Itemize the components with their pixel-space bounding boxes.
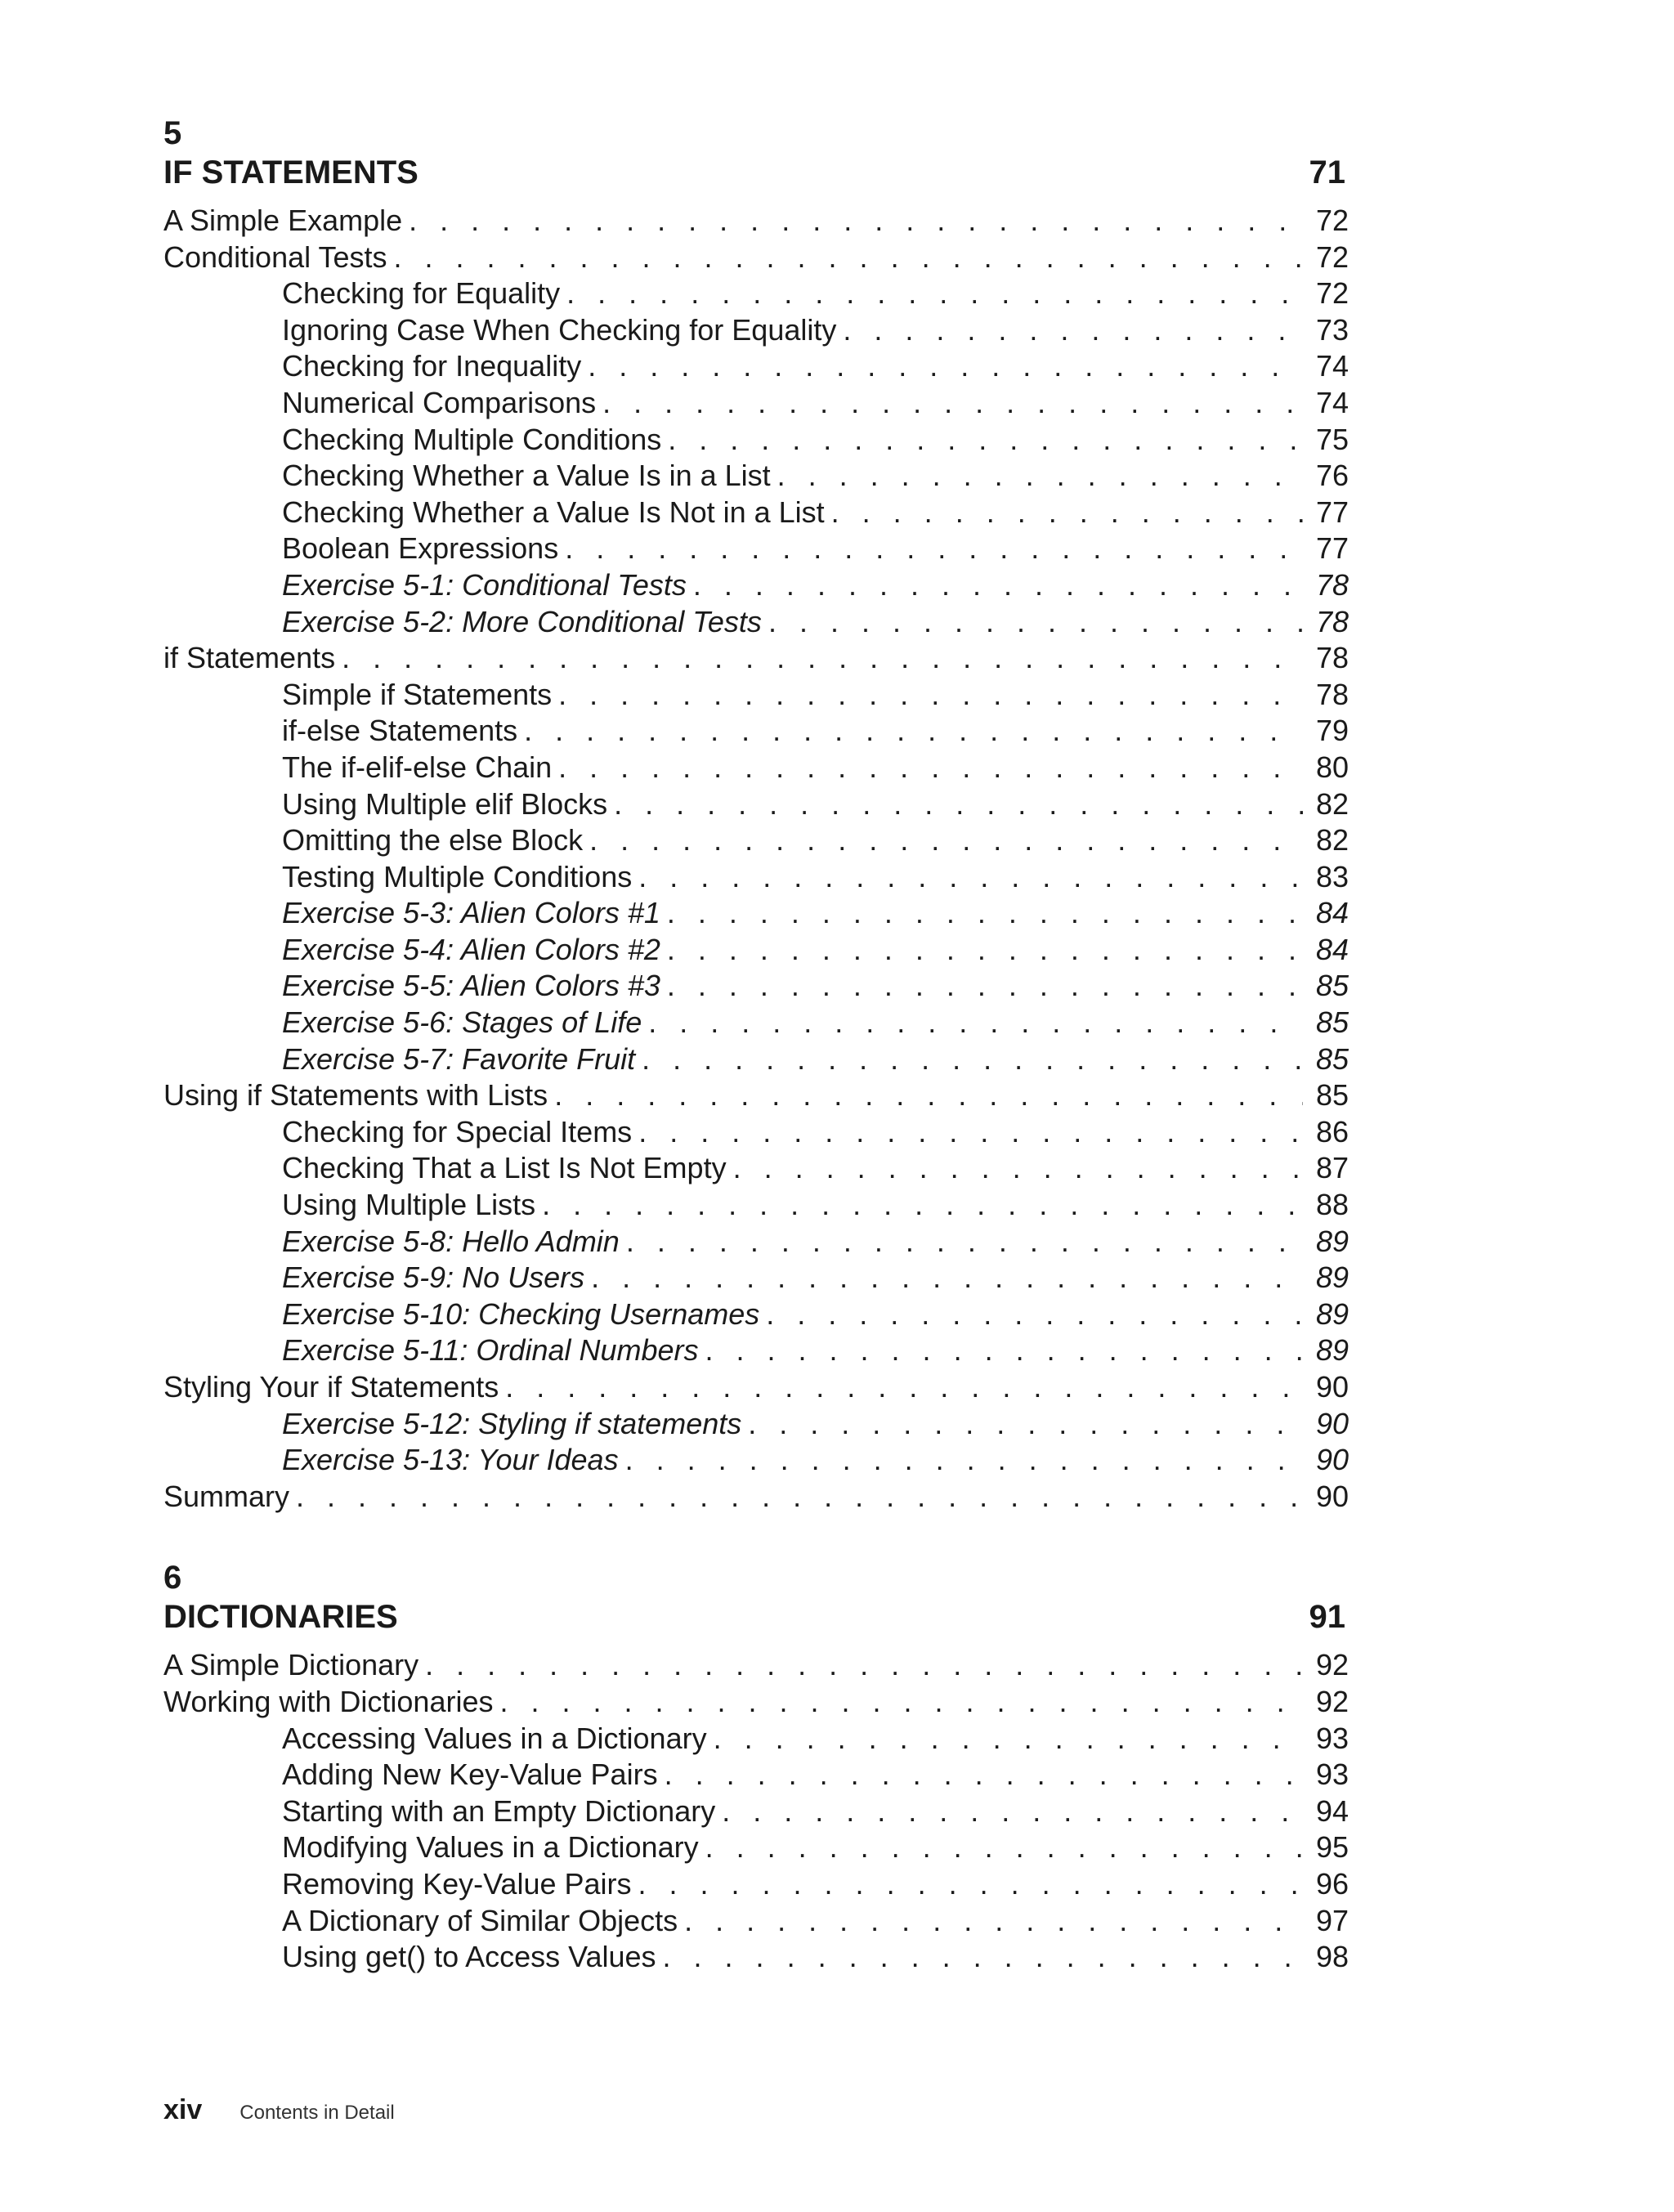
toc-entry: [163, 422, 1349, 459]
dot-leader: [588, 348, 1303, 385]
toc-entry-page: 79: [1315, 714, 1349, 748]
chapter-5: [163, 114, 1349, 1515]
dot-leader: [296, 1479, 1303, 1516]
toc-entry-title: Numerical Comparisons: [282, 385, 597, 419]
dot-leader: [665, 1757, 1303, 1793]
toc-entry-page: 93: [1315, 1721, 1349, 1755]
dot-leader: [499, 1684, 1303, 1721]
dot-leader: [638, 1866, 1303, 1903]
toc-entry-title: Simple if Statements: [282, 677, 553, 711]
chapter-number: 6: [163, 1560, 182, 1596]
chapter-number: 5: [163, 115, 182, 151]
toc-entry-page: 78: [1315, 641, 1349, 675]
dot-leader: [565, 531, 1303, 567]
toc-entry: [163, 1903, 1349, 1940]
dot-leader: [843, 312, 1303, 349]
dot-leader: [554, 1077, 1303, 1114]
dot-leader: [693, 567, 1303, 604]
toc-entry: [163, 1757, 1349, 1793]
toc-entry: [163, 1296, 1349, 1333]
toc-entry-page: 94: [1315, 1793, 1349, 1828]
toc-entry-page: 96: [1315, 1866, 1349, 1901]
dot-leader: [831, 495, 1303, 531]
toc-entry-page: 86: [1315, 1114, 1349, 1149]
toc-entry-page: 72: [1315, 240, 1349, 274]
toc-entry-title: Checking That a List Is Not Empty: [282, 1151, 727, 1185]
dot-leader: [542, 1187, 1303, 1224]
toc-entry-title: Checking for Inequality: [282, 349, 582, 383]
toc-entry: [163, 604, 1349, 641]
table-of-contents: [163, 114, 1349, 2020]
toc-entry-page: 74: [1315, 349, 1349, 383]
dot-leader: [425, 1647, 1303, 1684]
toc-entry-page: 98: [1315, 1940, 1349, 1974]
toc-entry-page: 90: [1315, 1443, 1349, 1477]
toc-entry-page: 84: [1315, 896, 1349, 930]
toc-entry-page: 83: [1315, 859, 1349, 893]
toc-entry: [163, 385, 1349, 422]
toc-entry: [163, 1332, 1349, 1369]
toc-entry-page: 78: [1315, 677, 1349, 711]
toc-entry-page: 75: [1315, 422, 1349, 456]
toc-entry-page: 80: [1315, 750, 1349, 784]
dot-leader: [566, 275, 1303, 312]
toc-entry-title: Exercise 5-10: Checking Usernames: [282, 1296, 760, 1331]
toc-entry-page: 92: [1315, 1684, 1349, 1718]
toc-entry-page: 72: [1315, 276, 1349, 311]
toc-entry: [163, 822, 1349, 859]
dot-leader: [591, 1260, 1303, 1296]
toc-entry-title: Conditional Tests: [163, 240, 387, 274]
toc-entry-page: 84: [1315, 932, 1349, 966]
toc-entry: [163, 1721, 1349, 1758]
toc-entry-page: 90: [1315, 1370, 1349, 1404]
page-footer: [163, 2094, 395, 2126]
toc-entry-title: Exercise 5-2: More Conditional Tests: [282, 604, 762, 638]
chapter-heading: [163, 1596, 1349, 1637]
toc-entry-page: 85: [1315, 1078, 1349, 1113]
dot-leader: [663, 1939, 1303, 1976]
toc-entry-page: 82: [1315, 786, 1349, 821]
dot-leader: [768, 604, 1303, 641]
toc-entry: [163, 1041, 1349, 1078]
toc-entry: [163, 531, 1349, 567]
toc-entry: [163, 567, 1349, 604]
toc-entry: [163, 1187, 1349, 1224]
toc-entry: [163, 495, 1349, 531]
chapter-entries: [163, 1647, 1349, 1975]
toc-entry: [163, 348, 1349, 385]
toc-entry-title: Exercise 5-7: Favorite Fruit: [282, 1041, 636, 1076]
dot-leader: [714, 1721, 1303, 1758]
toc-entry-title: Checking Whether a Value Is Not in a List: [282, 495, 825, 529]
dot-leader: [558, 750, 1303, 786]
toc-entry: [163, 895, 1349, 932]
toc-entry-title: Modifying Values in a Dictionary: [282, 1830, 699, 1865]
dot-leader: [667, 895, 1303, 932]
toc-entry-title: Working with Dictionaries: [163, 1684, 494, 1718]
toc-entry: [163, 1005, 1349, 1041]
dot-leader: [722, 1793, 1303, 1830]
chapter-heading: [163, 152, 1349, 193]
dot-leader: [777, 458, 1303, 495]
toc-entry: [163, 932, 1349, 969]
folio: xiv: [163, 2094, 203, 2125]
toc-entry-title: Exercise 5-13: Your Ideas: [282, 1443, 619, 1477]
toc-entry: [163, 713, 1349, 750]
toc-entry-title: if-else Statements: [282, 714, 518, 748]
dot-leader: [505, 1369, 1303, 1406]
dot-leader: [394, 240, 1304, 276]
toc-entry: [163, 1647, 1349, 1684]
toc-entry-title: Omitting the else Block: [282, 823, 584, 857]
chapter-6: [163, 1559, 1349, 1975]
toc-entry: [163, 968, 1349, 1005]
toc-entry: [163, 786, 1349, 823]
toc-entry-title: A Simple Example: [163, 204, 403, 237]
dot-leader: [625, 1442, 1303, 1479]
dot-leader: [342, 640, 1303, 677]
toc-entry: [163, 859, 1349, 896]
toc-entry-page: 77: [1315, 531, 1349, 566]
toc-entry: [163, 1224, 1349, 1260]
toc-entry: [163, 1406, 1349, 1443]
dot-leader: [558, 677, 1303, 714]
toc-entry-title: A Simple Dictionary: [163, 1648, 419, 1682]
toc-entry-page: 95: [1315, 1830, 1349, 1865]
dot-leader: [648, 1005, 1303, 1041]
toc-entry-page: 78: [1315, 604, 1349, 638]
dot-leader: [667, 968, 1303, 1005]
dot-leader: [733, 1150, 1303, 1187]
chapter-page-number: 71: [1309, 154, 1345, 190]
toc-entry-page: 76: [1315, 459, 1349, 493]
dot-leader: [602, 385, 1303, 422]
dot-leader: [626, 1224, 1303, 1260]
toc-entry-title: Summary: [163, 1479, 290, 1513]
toc-entry-title: Using Multiple Lists: [282, 1188, 536, 1222]
toc-entry-page: 90: [1315, 1479, 1349, 1513]
toc-entry-title: Exercise 5-5: Alien Colors #3: [282, 969, 660, 1003]
toc-entry-page: 85: [1315, 1041, 1349, 1076]
toc-entry: [163, 1479, 1349, 1516]
toc-entry-page: 89: [1315, 1296, 1349, 1331]
toc-entry-page: 90: [1315, 1406, 1349, 1440]
toc-entry: [163, 1866, 1349, 1903]
dot-leader: [638, 859, 1303, 896]
toc-entry: [163, 1793, 1349, 1830]
dot-leader: [705, 1332, 1303, 1369]
toc-entry-title: Using if Statements with Lists: [163, 1078, 548, 1113]
chapter-page-number: 91: [1309, 1599, 1345, 1636]
dot-leader: [589, 822, 1303, 859]
toc-entry-page: 97: [1315, 1903, 1349, 1937]
toc-entry-title: if Statements: [163, 641, 336, 675]
dot-leader: [409, 203, 1303, 240]
toc-entry-page: 85: [1315, 969, 1349, 1003]
chapter-title: DICTIONARIES: [163, 1599, 398, 1636]
toc-entry: [163, 677, 1349, 714]
toc-entry: [163, 458, 1349, 495]
toc-entry-title: Checking for Special Items: [282, 1114, 633, 1149]
toc-entry-title: A Dictionary of Similar Objects: [282, 1903, 678, 1937]
dot-leader: [642, 1041, 1303, 1078]
toc-entry-page: 89: [1315, 1333, 1349, 1368]
dot-leader: [638, 1114, 1303, 1151]
running-head: Contents in Detail: [239, 2102, 395, 2124]
toc-entry-title: Exercise 5-1: Conditional Tests: [282, 567, 687, 602]
toc-entry-page: 92: [1315, 1648, 1349, 1682]
toc-entry-title: Removing Key-Value Pairs: [282, 1866, 632, 1901]
dot-leader: [667, 932, 1303, 969]
toc-entry-title: Exercise 5-8: Hello Admin: [282, 1224, 620, 1258]
toc-entry-page: 89: [1315, 1224, 1349, 1258]
toc-entry-page: 77: [1315, 495, 1349, 529]
toc-entry: [163, 203, 1349, 240]
dot-leader: [766, 1296, 1303, 1333]
chapter-title: IF STATEMENTS: [163, 154, 418, 190]
dot-leader: [668, 422, 1303, 459]
toc-entry-title: Using get() to Access Values: [282, 1940, 656, 1974]
toc-entry-page: 72: [1315, 204, 1349, 237]
toc-entry-page: 88: [1315, 1188, 1349, 1222]
toc-entry-title: Exercise 5-12: Styling if statements: [282, 1406, 742, 1440]
toc-entry: [163, 1114, 1349, 1151]
toc-entry: [163, 1442, 1349, 1479]
toc-entry: [163, 240, 1349, 276]
dot-leader: [524, 713, 1303, 750]
toc-entry-page: 73: [1315, 312, 1349, 347]
toc-entry: [163, 1829, 1349, 1866]
dot-leader: [614, 786, 1303, 823]
toc-entry: [163, 1939, 1349, 1976]
toc-entry-title: Checking Whether a Value Is in a List: [282, 459, 771, 493]
toc-entry-title: Accessing Values in a Dictionary: [282, 1721, 707, 1755]
toc-entry-page: 78: [1315, 567, 1349, 602]
toc-entry: [163, 640, 1349, 677]
toc-entry-title: Using Multiple elif Blocks: [282, 786, 608, 821]
toc-entry-title: Exercise 5-4: Alien Colors #2: [282, 932, 660, 966]
toc-entry-title: Boolean Expressions: [282, 531, 559, 566]
toc-entry-page: 89: [1315, 1260, 1349, 1295]
dot-leader: [748, 1406, 1303, 1443]
toc-entry: [163, 1369, 1349, 1406]
toc-entry-title: Exercise 5-9: No Users: [282, 1260, 585, 1295]
toc-entry-title: Exercise 5-3: Alien Colors #1: [282, 896, 660, 930]
toc-entry-title: Testing Multiple Conditions: [282, 859, 633, 893]
toc-entry: [163, 1684, 1349, 1721]
toc-entry: [163, 750, 1349, 786]
dot-leader: [705, 1829, 1303, 1866]
toc-entry-title: Adding New Key-Value Pairs: [282, 1758, 658, 1792]
chapter-entries: [163, 203, 1349, 1515]
toc-entry-page: 85: [1315, 1005, 1349, 1040]
toc-entry-title: Exercise 5-6: Stages of Life: [282, 1005, 642, 1040]
toc-entry-title: Styling Your if Statements: [163, 1370, 499, 1404]
toc-entry: [163, 1260, 1349, 1296]
dot-leader: [684, 1903, 1303, 1940]
toc-entry-title: Checking Multiple Conditions: [282, 422, 662, 456]
toc-entry-page: 82: [1315, 823, 1349, 857]
toc-entry-title: Starting with an Empty Dictionary: [282, 1793, 716, 1828]
toc-entry-page: 87: [1315, 1151, 1349, 1185]
toc-entry-title: The if-elif-else Chain: [282, 750, 553, 784]
toc-entry-title: Checking for Equality: [282, 276, 561, 311]
toc-entry-title: Ignoring Case When Checking for Equality: [282, 312, 837, 347]
toc-entry: [163, 1077, 1349, 1114]
toc-entry-page: 93: [1315, 1758, 1349, 1792]
toc-entry-title: Exercise 5-11: Ordinal Numbers: [282, 1333, 699, 1368]
toc-entry: [163, 312, 1349, 349]
toc-entry: [163, 275, 1349, 312]
toc-entry: [163, 1150, 1349, 1187]
toc-entry-page: 74: [1315, 385, 1349, 419]
